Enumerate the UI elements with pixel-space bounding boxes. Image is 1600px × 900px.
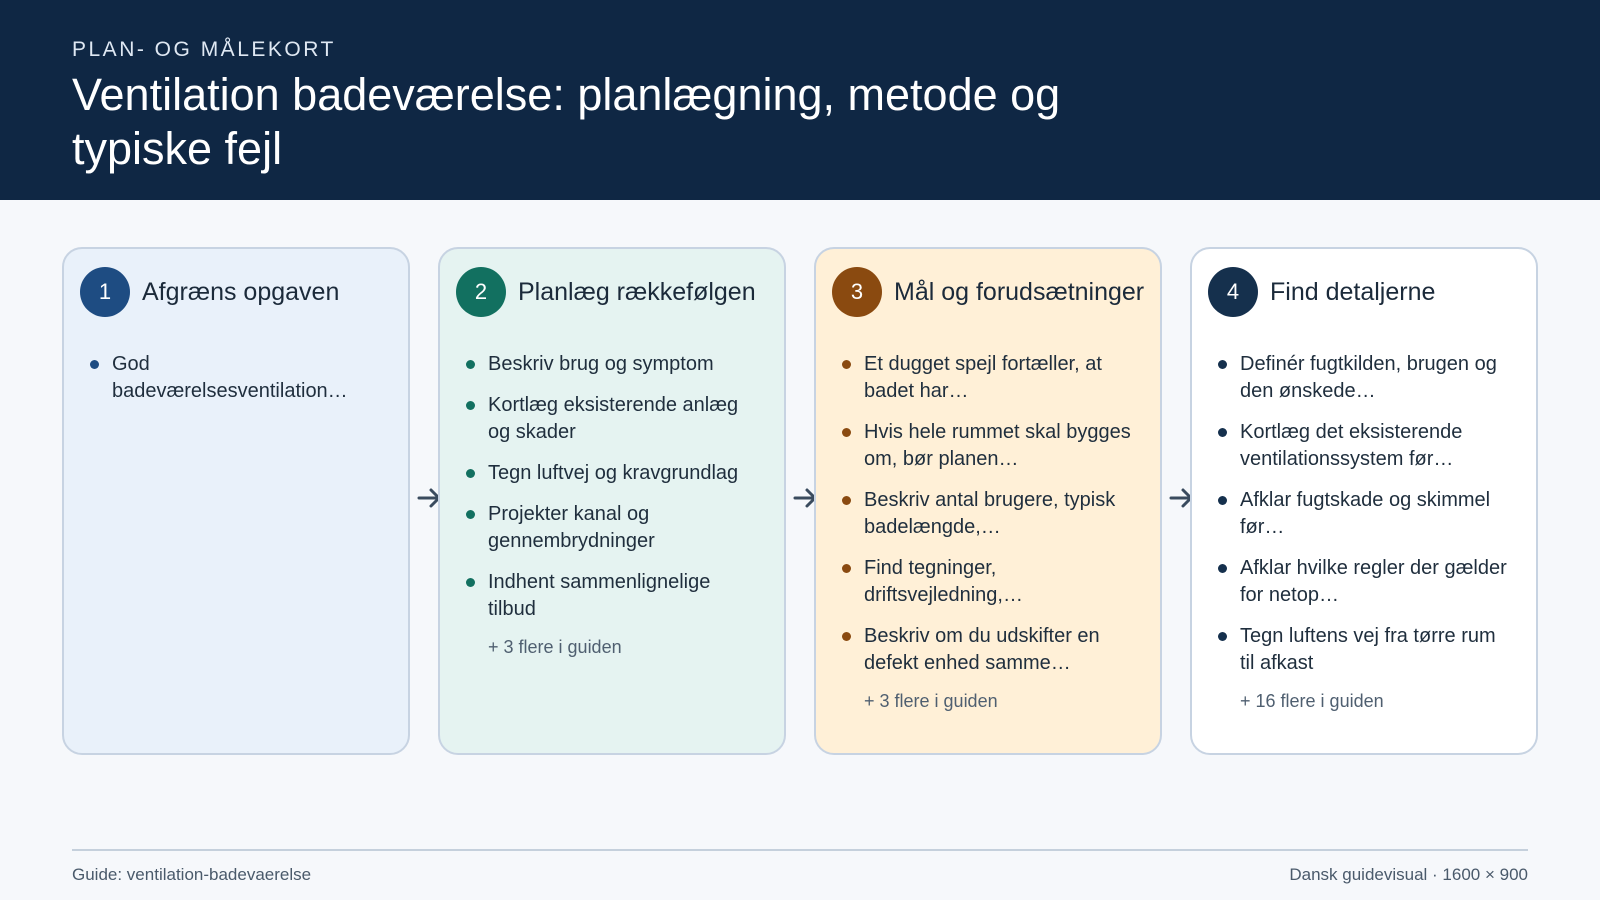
list-item	[1208, 623, 1520, 677]
more-in-guide-link[interactable]: + 16 flere i guiden	[1240, 691, 1384, 711]
bullet-dot-icon	[842, 428, 851, 437]
step-number-badge: 4	[1208, 267, 1258, 317]
bullet-text: Afklar fugtskade og skimmel før…	[1240, 489, 1491, 538]
list-item	[832, 623, 1144, 677]
list-item	[832, 351, 1144, 405]
bullet-dot-icon	[1218, 428, 1227, 437]
list-item	[456, 460, 768, 487]
list-item	[1208, 419, 1520, 473]
bullet-list	[1208, 351, 1520, 677]
bullet-text: Kortlæg det eksisterende ventilationssystem før…	[1240, 421, 1463, 470]
bullet-dot-icon	[1218, 632, 1227, 641]
card-header	[1208, 267, 1520, 317]
list-item	[832, 555, 1144, 609]
step-card-1	[62, 247, 410, 755]
header-banner	[0, 0, 1600, 200]
bullet-list	[80, 351, 392, 405]
page-title: Ventilation badeværelse: planlægning, metode og typiske fejl	[72, 69, 1061, 174]
list-item	[832, 419, 1144, 473]
bullet-text: God badeværelsesventilation…	[112, 353, 348, 402]
bullet-dot-icon	[842, 632, 851, 641]
bullet-dot-icon	[842, 360, 851, 369]
bullet-text: Hvis hele rummet skal bygges om, bør planen…	[864, 421, 1131, 470]
list-item	[456, 351, 768, 378]
card-header	[80, 267, 392, 317]
bullet-dot-icon	[466, 469, 475, 478]
card-title: Afgræns opgaven	[142, 277, 340, 306]
step-card-3	[814, 247, 1162, 755]
card-header	[832, 267, 1144, 317]
list-item	[832, 487, 1144, 541]
footer-guide-label: Guide: ventilation-badevaerelse	[72, 865, 312, 884]
bullet-text: Find tegninger, driftsvejledning,…	[864, 557, 1023, 606]
card-title: Planlæg rækkefølgen	[518, 277, 756, 306]
step-card-4	[1190, 247, 1538, 755]
eyebrow-label: PLAN- OG MÅLEKORT	[72, 38, 336, 61]
bullet-text: Projekter kanal og gennembrydninger	[488, 503, 655, 552]
bullet-dot-icon	[842, 564, 851, 573]
bullet-dot-icon	[1218, 564, 1227, 573]
list-item	[456, 501, 768, 555]
card-title: Mål og forudsætninger	[894, 277, 1145, 306]
bullet-text: Indhent sammenlignelige tilbud	[488, 571, 711, 620]
bullet-dot-icon	[1218, 496, 1227, 505]
footer-meta-label: Dansk guidevisual · 1600 × 900	[1289, 865, 1528, 884]
bullet-text: Afklar hvilke regler der gælder for netop…	[1240, 557, 1507, 606]
bullet-text: Et dugget spejl fortæller, at badet har…	[864, 353, 1102, 402]
bullet-list	[456, 351, 768, 623]
bullet-dot-icon	[466, 401, 475, 410]
bullet-list	[832, 351, 1144, 677]
bullet-dot-icon	[466, 578, 475, 587]
step-number-badge: 2	[456, 267, 506, 317]
step-number-badge: 1	[80, 267, 130, 317]
bullet-dot-icon	[466, 360, 475, 369]
bullet-dot-icon	[842, 496, 851, 505]
list-item	[456, 392, 768, 446]
step-number-badge: 3	[832, 267, 882, 317]
bullet-text: Kortlæg eksisterende anlæg og skader	[488, 394, 739, 443]
list-item	[1208, 351, 1520, 405]
list-item	[456, 569, 768, 623]
bullet-text: Beskriv antal brugere, typisk badelængde,…	[864, 489, 1116, 538]
list-item	[1208, 487, 1520, 541]
bullet-dot-icon	[90, 360, 99, 369]
bullet-text: Tegn luftens vej fra tørre rum til afkast	[1240, 625, 1496, 674]
bullet-text: Tegn luftvej og kravgrundlag	[488, 462, 739, 484]
bullet-dot-icon	[1218, 360, 1227, 369]
list-item	[80, 351, 392, 405]
bullet-dot-icon	[466, 510, 475, 519]
bullet-text: Beskriv brug og symptom	[488, 353, 714, 375]
more-in-guide-link[interactable]: + 3 flere i guiden	[864, 691, 998, 711]
card-header	[456, 267, 768, 317]
list-item	[1208, 555, 1520, 609]
more-in-guide-link[interactable]: + 3 flere i guiden	[488, 637, 622, 657]
bullet-text: Definér fugtkilden, brugen og den ønskede…	[1240, 353, 1497, 402]
card-title: Find detaljerne	[1270, 277, 1436, 306]
footer-divider	[72, 849, 1528, 851]
step-card-2	[438, 247, 786, 755]
bullet-text: Beskriv om du udskifter en defekt enhed samme…	[864, 625, 1100, 674]
